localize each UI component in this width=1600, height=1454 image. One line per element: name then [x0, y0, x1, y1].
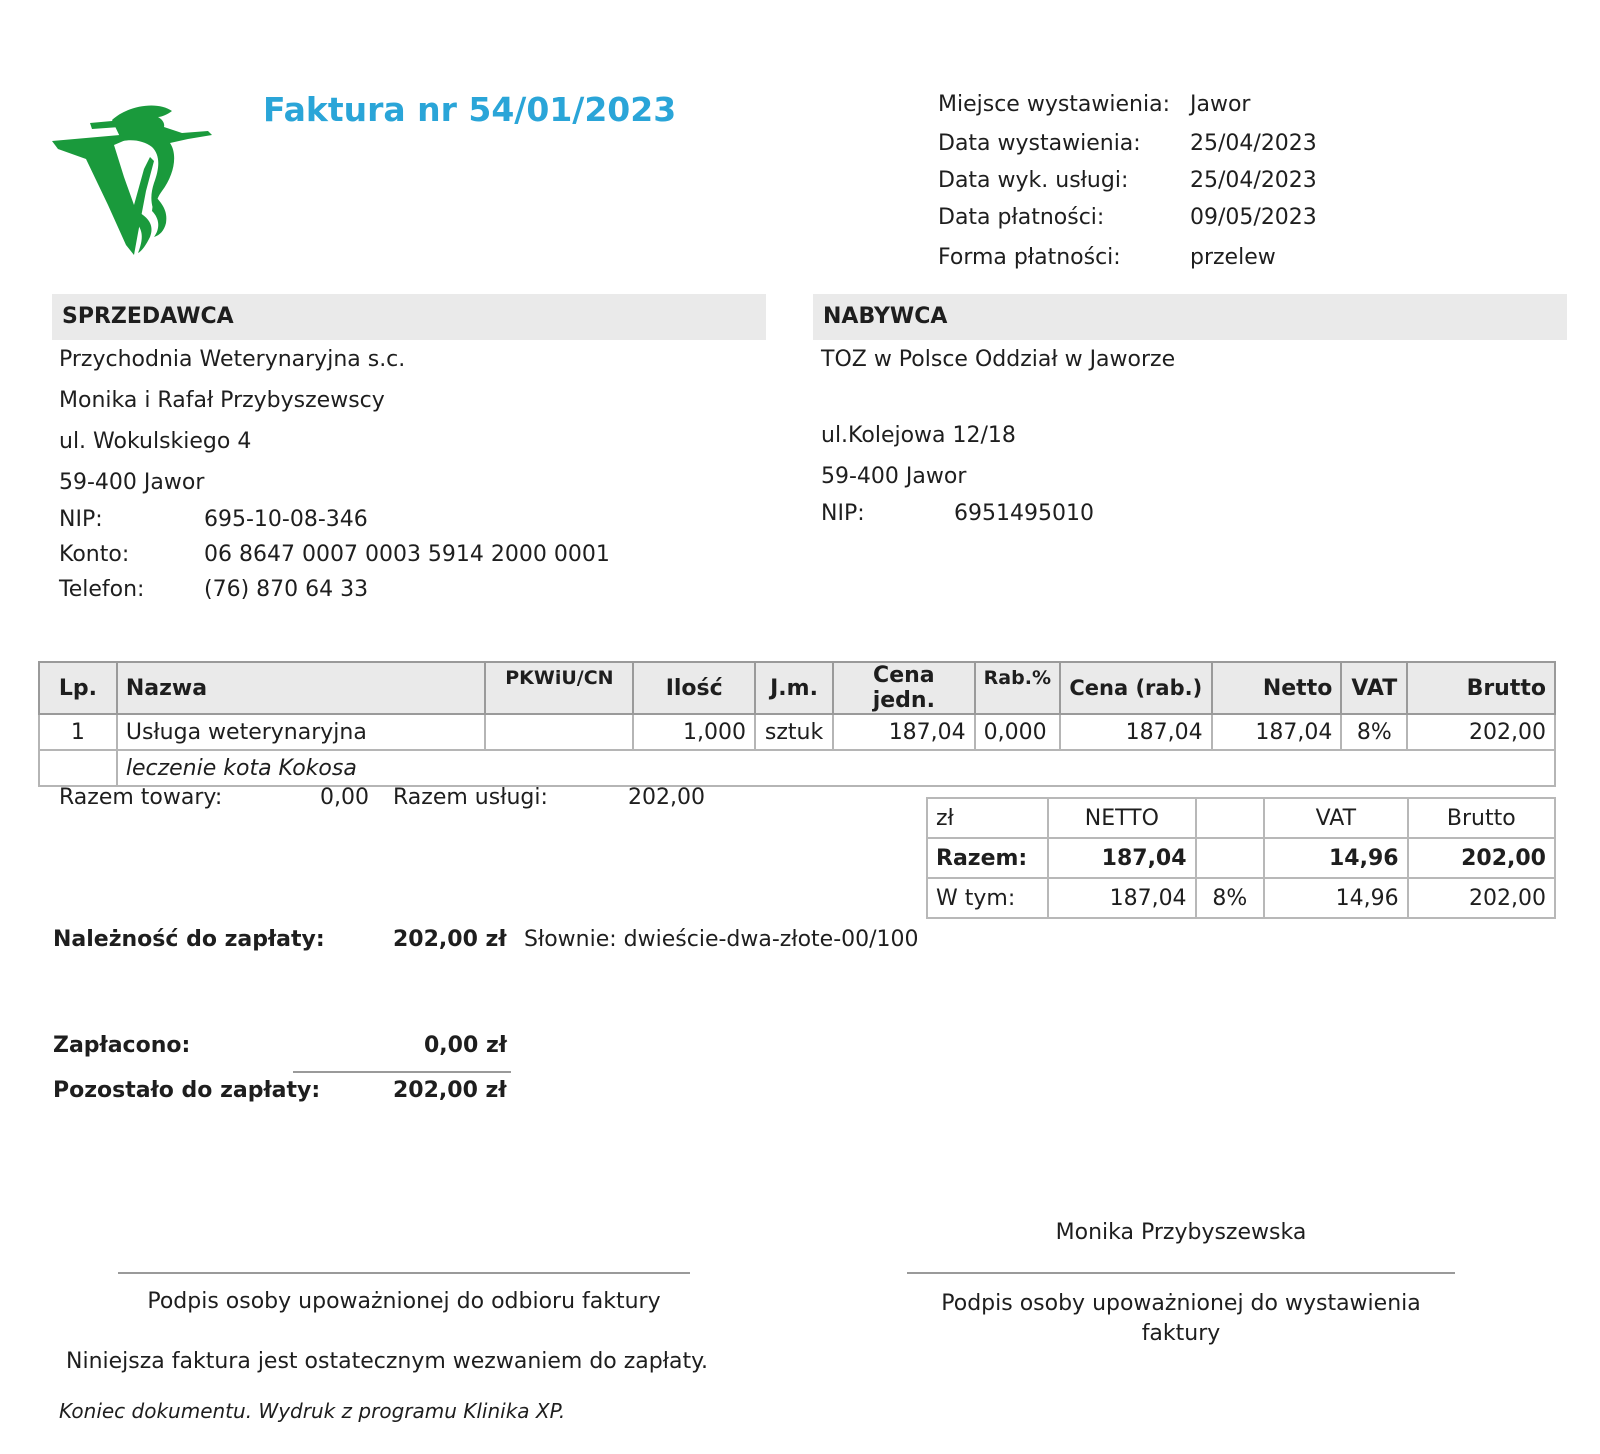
vat-col-rate — [1196, 798, 1265, 838]
issuer-signature-line — [907, 1272, 1455, 1274]
seller-line: ul. Wokulskiego 4 — [59, 429, 252, 454]
seller-nip-label: NIP: — [59, 507, 103, 532]
final-notice: Niniejsza faktura jest ostatecznym wezwaniem do zapłaty. — [66, 1349, 708, 1374]
buyer-nip: 6951495010 — [954, 501, 1094, 526]
seller-line: Monika i Rafał Przybyszewscy — [59, 388, 385, 413]
col-brutto: Brutto — [1407, 662, 1555, 714]
seller-phone: (76) 870 64 33 — [204, 577, 369, 602]
services-total: 202,00 — [628, 785, 705, 810]
vat-col-vat: VAT — [1264, 798, 1407, 838]
buyer-nip-label: NIP: — [821, 501, 865, 526]
table-row-note — [39, 750, 1555, 786]
item-vat: 8% — [1341, 714, 1407, 750]
vat-detail-rate: 8% — [1196, 878, 1265, 918]
vat-summary-table — [926, 797, 1556, 919]
item-brutto: 202,00 — [1407, 714, 1555, 750]
receiver-signature-line — [118, 1272, 690, 1274]
divider — [293, 1071, 511, 1073]
vat-sum-netto: 187,04 — [1048, 838, 1195, 878]
seller-account-label: Konto: — [59, 542, 130, 567]
col-discount: Rab.% — [975, 662, 1060, 714]
buyer-line: TOZ w Polsce Oddział w Jaworze — [821, 347, 1176, 372]
goods-total-label: Razem towary: — [59, 785, 223, 810]
seller-heading: SPRZEDAWCA — [52, 294, 766, 340]
vat-col-netto: NETTO — [1048, 798, 1195, 838]
paid-label: Zapłacono: — [53, 1033, 191, 1058]
buyer-heading: NABYWCA — [813, 294, 1567, 340]
goods-total: 0,00 — [320, 785, 369, 810]
seller-phone-label: Telefon: — [59, 577, 145, 602]
amount-due-label: Należność do zapłaty: — [53, 927, 325, 952]
seller-nip: 695-10-08-346 — [204, 507, 368, 532]
meta-issue-date: Data wystawienia: 25/04/2023 — [938, 131, 1317, 156]
buyer-line: 59-400 Jawor — [821, 464, 967, 489]
item-unit: sztuk — [755, 714, 833, 750]
vat-currency: zł — [927, 798, 1048, 838]
meta-service-date: Data wyk. usługi: 25/04/2023 — [938, 168, 1317, 193]
item-pkwiu — [485, 714, 633, 750]
vat-sum-brutto: 202,00 — [1408, 838, 1555, 878]
vat-sum-vat: 14,96 — [1264, 838, 1407, 878]
services-total-label: Razem usługi: — [393, 785, 548, 810]
remaining-amount: 202,00 zł — [393, 1078, 507, 1103]
amount-in-words: Słownie: dwieście-dwa-złote-00/100 — [524, 927, 919, 952]
item-lp: 1 — [39, 714, 117, 750]
vat-detail-vat: 14,96 — [1264, 878, 1407, 918]
col-unit: J.m. — [755, 662, 833, 714]
items-table — [38, 661, 1556, 787]
vat-sum-rate — [1196, 838, 1265, 878]
vat-detail-netto: 187,04 — [1048, 878, 1195, 918]
vat-header-row — [927, 798, 1555, 838]
col-price: Cena jedn. — [833, 662, 975, 714]
issuer-name: Monika Przybyszewska — [1055, 1220, 1307, 1245]
col-netto: Netto — [1212, 662, 1342, 714]
issuer-signature-caption: Podpis osoby upoważnionej do wystawienia faktury — [941, 1291, 1421, 1346]
col-vat: VAT — [1341, 662, 1407, 714]
paid-amount: 0,00 zł — [424, 1033, 507, 1058]
receiver-signature-caption: Podpis osoby upoważnionej do odbioru faktury — [147, 1289, 661, 1314]
vat-detail-label: W tym: — [927, 878, 1048, 918]
seller-line: Przychodnia Weterynaryjna s.c. — [59, 347, 406, 372]
item-discount: 0,000 — [975, 714, 1060, 750]
item-note: leczenie kota Kokosa — [117, 750, 1555, 786]
item-price: 187,04 — [833, 714, 975, 750]
col-price-discounted: Cena (rab.) — [1060, 662, 1212, 714]
meta-place: Miejsce wystawienia: Jawor — [938, 92, 1251, 117]
meta-payment-date: Data płatności: 09/05/2023 — [938, 205, 1317, 230]
vat-detail-brutto: 202,00 — [1408, 878, 1555, 918]
item-price-discounted: 187,04 — [1060, 714, 1212, 750]
document-end: Koniec dokumentu. Wydruk z programu Klinika XP. — [59, 1399, 566, 1423]
item-name: Usługa weterynaryjna — [117, 714, 486, 750]
vat-sum-row — [927, 838, 1555, 878]
vat-sum-label: Razem: — [927, 838, 1048, 878]
vet-logo-icon — [50, 95, 225, 260]
buyer-line: ul.Kolejowa 12/18 — [821, 423, 1016, 448]
items-header-row — [39, 662, 1555, 714]
remaining-label: Pozostało do zapłaty: — [53, 1078, 321, 1103]
seller-account: 06 8647 0007 0003 5914 2000 0001 — [204, 542, 610, 567]
col-pkwiu: PKWiU/CN — [485, 662, 633, 714]
amount-due: 202,00 zł — [393, 927, 507, 952]
vat-detail-row — [927, 878, 1555, 918]
meta-payment-form: Forma płatności: przelew — [938, 245, 1276, 270]
invoice-title: Faktura nr 54/01/2023 — [263, 90, 677, 129]
table-row — [39, 714, 1555, 750]
vat-col-brutto: Brutto — [1408, 798, 1555, 838]
seller-line: 59-400 Jawor — [59, 470, 205, 495]
col-qty: Ilość — [633, 662, 755, 714]
clinic-logo — [50, 95, 225, 260]
col-name: Nazwa — [117, 662, 486, 714]
col-lp: Lp. — [39, 662, 117, 714]
item-netto: 187,04 — [1212, 714, 1342, 750]
item-qty: 1,000 — [633, 714, 755, 750]
